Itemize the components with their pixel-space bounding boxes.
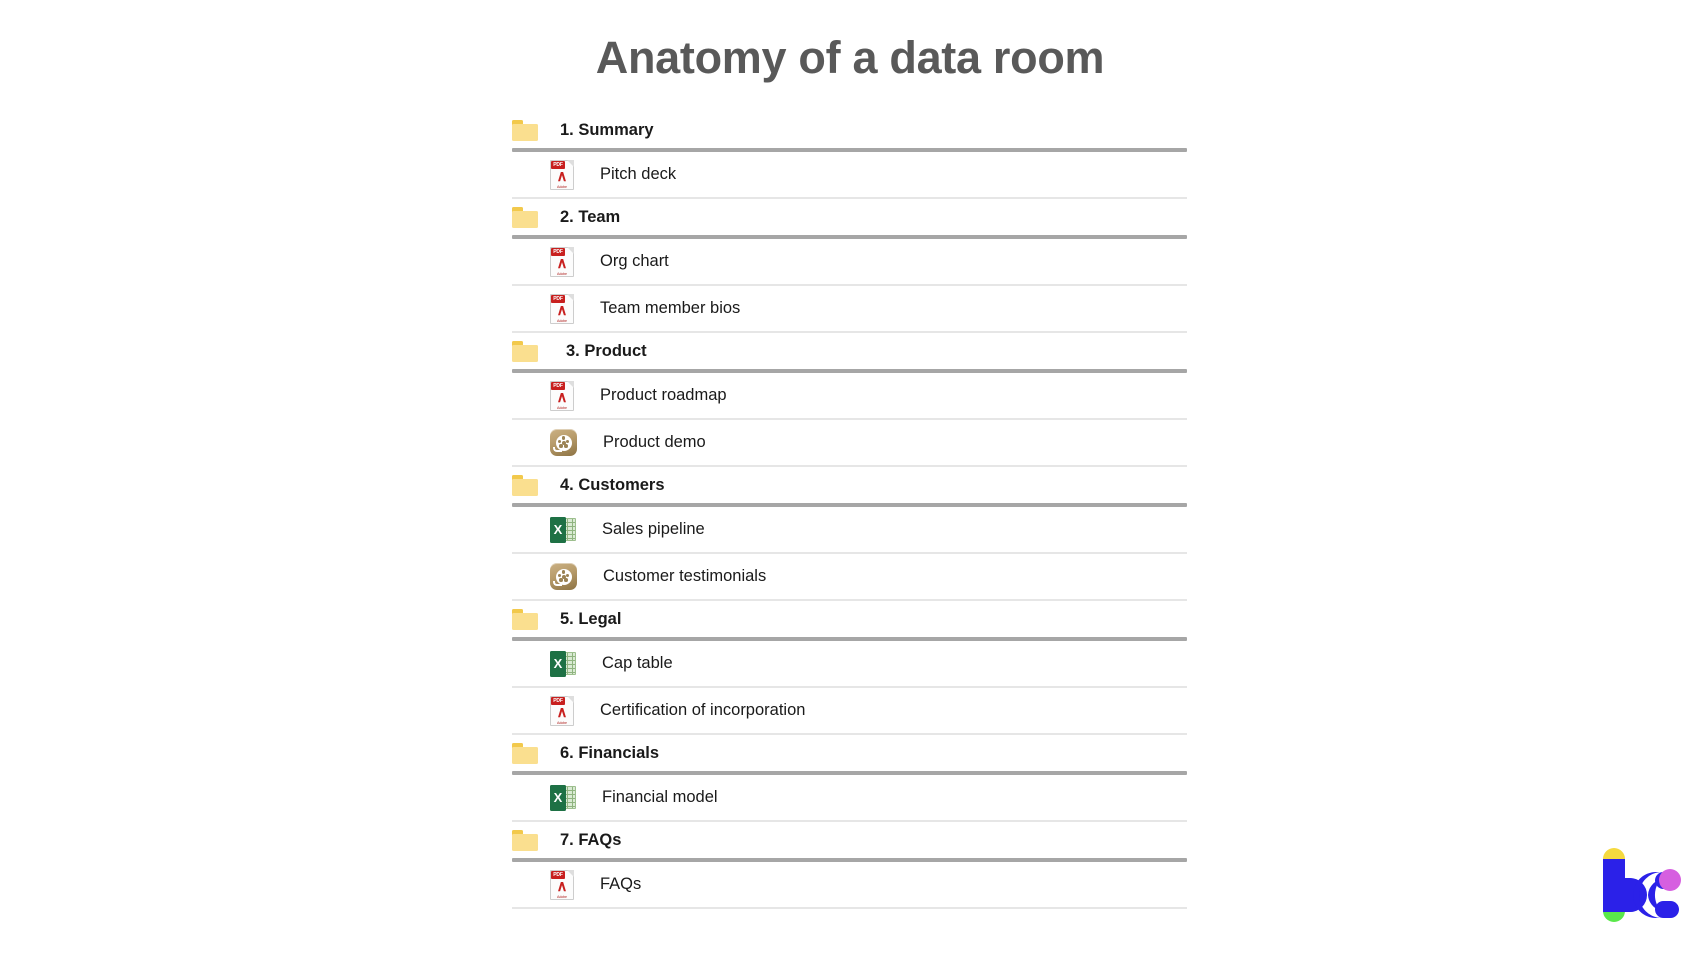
file-row[interactable] [512,373,1187,418]
logo-b-stem [1603,859,1625,912]
excel-file-icon: X [550,651,576,677]
file-label: Product roadmap [600,386,727,404]
folder-label: 6. Financials [560,743,660,762]
file-label: Sales pipeline [602,520,705,538]
file-row[interactable] [512,152,1187,197]
file-label: Certification of incorporation [600,701,806,719]
folder-icon [512,743,538,764]
file-label: Cap table [602,654,673,672]
data-room-file-tree [512,112,1187,909]
excel-file-icon: X [550,517,576,543]
logo-dot-magenta [1659,869,1681,891]
file-label: Product demo [603,433,706,451]
folder-icon [512,475,538,496]
file-row[interactable] [512,420,1187,465]
file-row[interactable] [512,862,1187,907]
folder-row[interactable] [512,601,1187,637]
folder-label: 1. Summary [560,120,654,139]
file-row[interactable] [512,554,1187,599]
video-file-icon [550,563,577,590]
folder-icon [512,341,538,362]
folder-label: 3. Product [566,341,647,360]
file-label: Pitch deck [600,165,677,183]
folder-icon [512,830,538,851]
pdf-file-icon: PDF ∧ Adobe [550,247,574,277]
pdf-file-icon: PDF ∧ Adobe [550,381,574,411]
file-row[interactable] [512,507,1187,552]
folder-label: 2. Team [560,207,621,226]
folder-icon [512,120,538,141]
file-label: FAQs [600,875,642,893]
folder-row[interactable] [512,735,1187,771]
folder-label: 7. FAQs [560,830,622,849]
file-row[interactable] [512,775,1187,820]
folder-label: 5. Legal [560,609,622,628]
excel-file-icon: X [550,785,576,811]
file-label: Org chart [600,252,669,270]
file-row[interactable] [512,641,1187,686]
video-file-icon [550,429,577,456]
pdf-file-icon: PDF ∧ Adobe [550,294,574,324]
folder-row[interactable] [512,822,1187,858]
folder-icon [512,609,538,630]
file-label: Team member bios [600,299,741,317]
pdf-file-icon: PDF ∧ Adobe [550,160,574,190]
bc-logo [1600,848,1682,926]
folder-row[interactable] [512,467,1187,503]
pdf-file-icon: PDF ∧ Adobe [550,696,574,726]
file-row[interactable] [512,688,1187,733]
file-row[interactable] [512,239,1187,284]
file-label: Financial model [602,788,718,806]
folder-label: 4. Customers [560,475,665,494]
pdf-file-icon: PDF ∧ Adobe [550,870,574,900]
file-label: Customer testimonials [603,567,767,585]
folder-row[interactable] [512,333,1187,369]
folder-row[interactable] [512,112,1187,148]
folder-row[interactable] [512,199,1187,235]
file-row[interactable] [512,286,1187,331]
file-divider [512,907,1187,909]
page-title: Anatomy of a data room [595,32,1105,83]
logo-c-bar-bottom [1655,901,1679,918]
folder-icon [512,207,538,228]
